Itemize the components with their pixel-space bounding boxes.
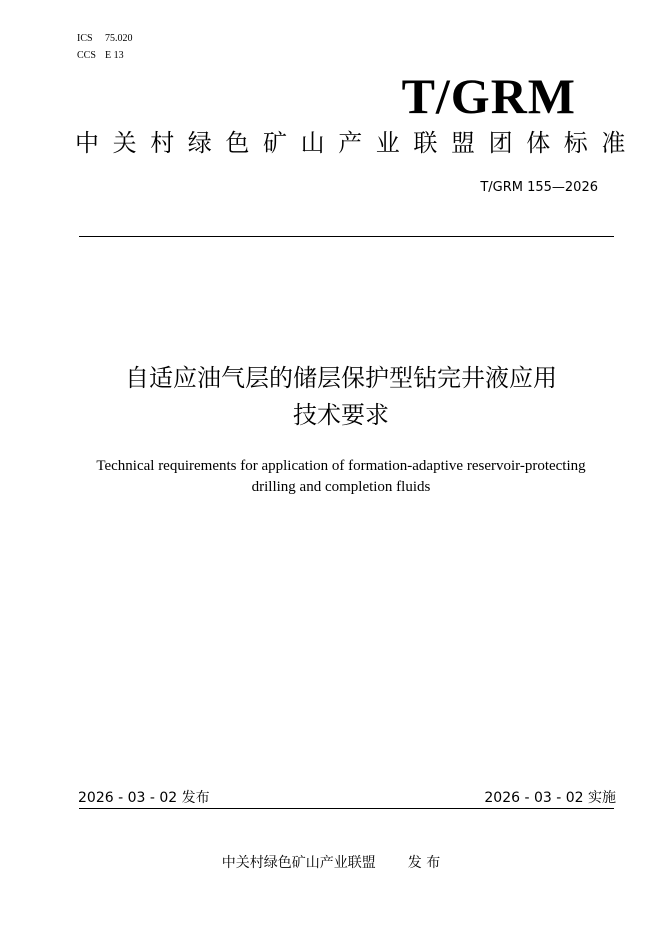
standard-number: T/GRM 155—2026 — [480, 180, 598, 195]
ics-label: ICS — [77, 33, 93, 44]
organization-standard-title: 中关村绿色矿山产业联盟团体标准 — [75, 129, 639, 157]
ics-value: 75.020 — [105, 33, 133, 44]
ccs-label: CCS — [77, 50, 96, 61]
title-en-line2: drilling and completion fluids — [251, 479, 431, 495]
standard-logo: T/GRM — [401, 68, 576, 124]
ccs-value: E 13 — [105, 50, 124, 61]
ics-line — [77, 32, 133, 45]
title-en-line1: Technical requirements for application of formation-adaptive reservoir-protecting — [96, 458, 586, 474]
implement-date: 2026 - 03 - 02 实施 — [484, 790, 616, 806]
publisher-action: 发 布 — [407, 855, 441, 871]
ccs-line — [77, 49, 124, 62]
bottom-divider — [79, 808, 614, 809]
publish-date: 2026 - 03 - 02 发布 — [78, 790, 210, 806]
title-zh-line2: 技术要求 — [293, 401, 389, 429]
publisher-line — [0, 853, 662, 873]
publisher-name: 中关村绿色矿山产业联盟 — [221, 855, 376, 871]
title-zh-line1: 自适应油气层的储层保护型钻完井液应用 — [125, 364, 557, 392]
top-divider — [79, 236, 614, 237]
